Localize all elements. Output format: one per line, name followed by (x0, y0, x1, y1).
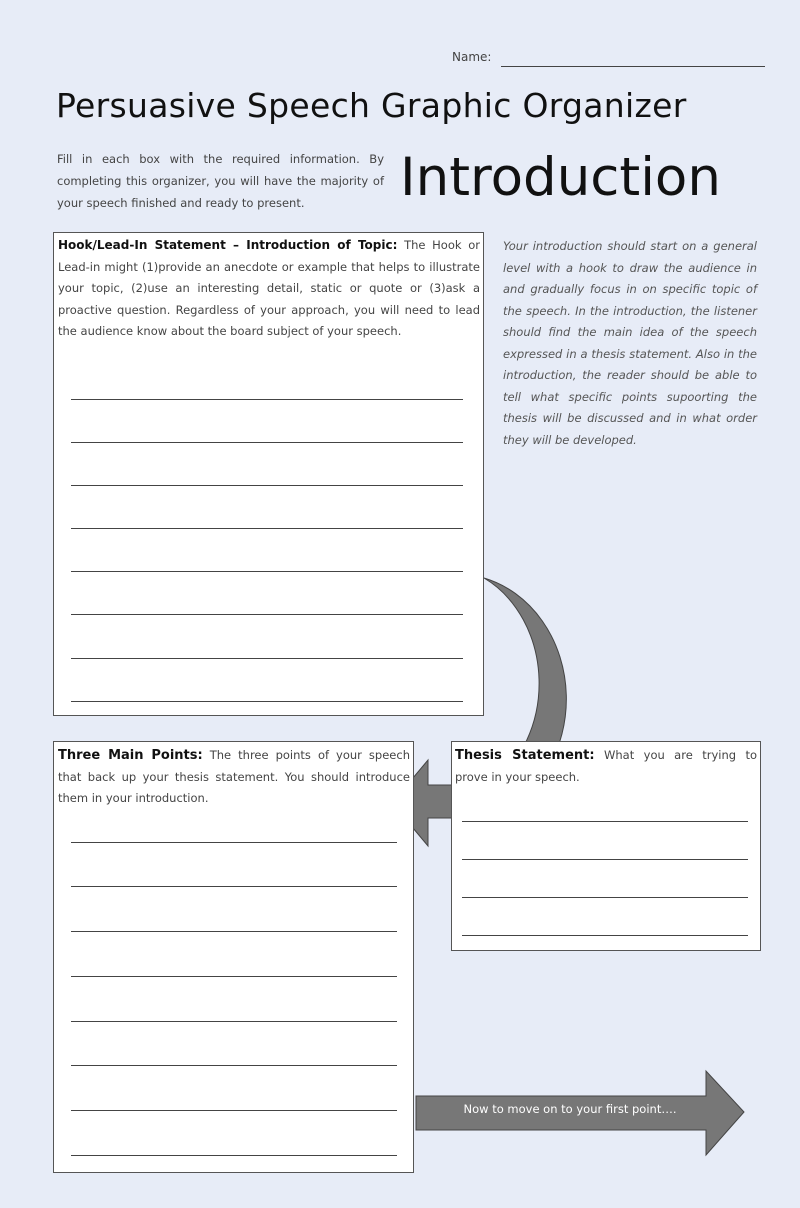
answer-line[interactable] (462, 821, 748, 822)
answer-line[interactable] (462, 897, 748, 898)
answer-line[interactable] (71, 485, 463, 486)
next-step-label: Now to move on to your first point…. (463, 1102, 677, 1116)
answer-line[interactable] (71, 1110, 397, 1111)
introduction-note: Your introduction should start on a general level with a hook to draw the audience in and gradually focus in on specific topic of the speech. In the introduction, the listener should find the main idea of the speech expressed in a thesis statement. Also in the introduction, the reader should be able to tell what specific points supoorting the thesis will be discussed and in what order they will be developed. (503, 239, 757, 447)
main-points-heading: Three Main Points: (58, 748, 203, 763)
answer-line[interactable] (71, 1021, 397, 1022)
name-field[interactable] (501, 66, 765, 67)
answer-line[interactable] (71, 931, 397, 932)
answer-line[interactable] (71, 442, 463, 443)
hook-description (58, 235, 480, 343)
main-points-description (58, 745, 410, 810)
hook-box (53, 232, 484, 716)
hook-heading: Hook/Lead-In Statement – Introduction of Topic: (58, 238, 398, 252)
name-label: Name: (452, 50, 492, 64)
answer-line[interactable] (71, 701, 463, 702)
answer-line[interactable] (71, 571, 463, 572)
answer-line[interactable] (462, 935, 748, 936)
hook-body: The Hook or Lead-in might (1)provide an anecdote or example that helps to illustrate your topic, (2)use an interesting detail, static or quote or (3)ask a proactive question. Regardless of your approach, you will need to lead the audience know about the board subject of your speech. (58, 238, 480, 338)
answer-line[interactable] (71, 658, 463, 659)
answer-line[interactable] (71, 528, 463, 529)
main-points-body: The three points of your speech that back up your thesis statement. You should introduce them in your introduction. (58, 748, 410, 805)
thesis-box (451, 741, 761, 951)
answer-line[interactable] (71, 1065, 397, 1066)
answer-line[interactable] (71, 842, 397, 843)
answer-line[interactable] (462, 859, 748, 860)
thesis-heading: Thesis Statement: (455, 748, 595, 763)
thesis-description (455, 745, 757, 788)
section-heading: Introduction (400, 147, 721, 208)
main-points-box (53, 741, 414, 1173)
thesis-body: What you are trying to prove in your speech. (455, 748, 757, 784)
instructions-text: Fill in each box with the required information. By completing this organizer, you will have the majority of your speech finished and ready to present. (57, 152, 384, 210)
page-title: Persuasive Speech Graphic Organizer (56, 86, 687, 125)
answer-line[interactable] (71, 614, 463, 615)
answer-line[interactable] (71, 886, 397, 887)
answer-line[interactable] (71, 976, 397, 977)
answer-line[interactable] (71, 399, 463, 400)
answer-line[interactable] (71, 1155, 397, 1156)
